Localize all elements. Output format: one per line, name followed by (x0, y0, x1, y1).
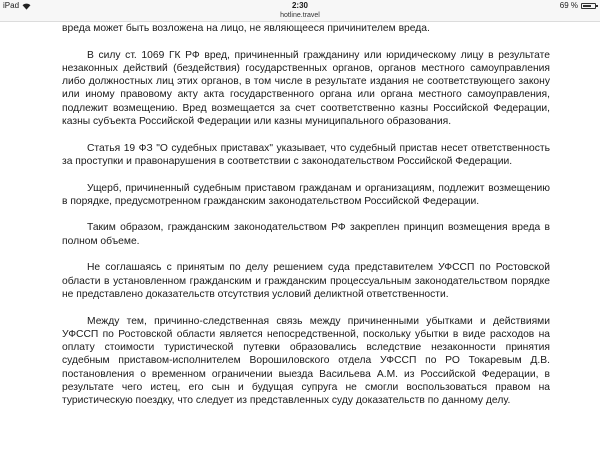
paragraph: Статья 19 ФЗ "О судебных приставах" указывает, что судебный пристав несет ответственность за проступки и правонарушения в соответствии с законодательством Российской Федерации. (62, 142, 550, 167)
device-name: iPad (3, 1, 20, 10)
paragraph: Таким образом, гражданским законодательством РФ закреплен принцип возмещения вреда в полном объеме. (62, 222, 550, 247)
paragraph: вреда может быть возложена на лицо, не являющееся причинителем вреда. (62, 23, 430, 34)
address-bar[interactable] (0, 12, 600, 22)
document-body (62, 22, 550, 421)
battery-percent: 69 % (559, 1, 578, 10)
paragraph: Между тем, причинно-следственная связь между причиненными убытками и действиями УФССП по Ростовской области является непосредственной, поскольку убытки в виде расходов на оплату стоимости туристической путевки образовались вследствие незаконности принятия судебным приставом-исполнителем Ворошиловского отдела УФССП по РО Токаревым Д.В. постановления о временном ограничении выезда Васильева А.М. из Российской Федерации, в результате чего истец, его сын и будущая супруга не смогли воспользоваться правом на туристическую поездку, что следует из представленных суду доказательств по данному делу. (62, 315, 550, 407)
status-right (560, 0, 596, 12)
battery-icon (581, 3, 596, 9)
status-bar (0, 0, 600, 12)
paragraph: В силу ст. 1069 ГК РФ вред, причиненный гражданину или юридическому лицу в результате незаконных действий (бездействия) государственных органов, органов местного самоуправления либо должностных лиц этих органов, в том числе в результате издания не соответствующего закону или иному правовому акту акта государственного органа или органа местного самоуправления, подлежит возмещению. Вред возмещается за счет соответственно казны Российской Федерации, казны субъекта Российской Федерации или казны муниципального образования. (62, 49, 550, 128)
paragraph: Не соглашаясь с принятым по делу решением суда представителем УФССП по Ростовской области в установленном гражданским и гражданским процессуальным законодательством порядке не представлено доказательств отсутствия условий деликтной ответственности. (62, 262, 550, 300)
paragraph: Ущерб, причиненный судебным приставом гражданам и организациям, подлежит возмещению в порядке, предусмотренном гражданским законодательством Российской Федерации. (62, 182, 550, 207)
url-text[interactable]: hotline.travel (280, 12, 320, 19)
status-time: 2:30 (291, 1, 308, 10)
battery-fill (583, 5, 591, 7)
